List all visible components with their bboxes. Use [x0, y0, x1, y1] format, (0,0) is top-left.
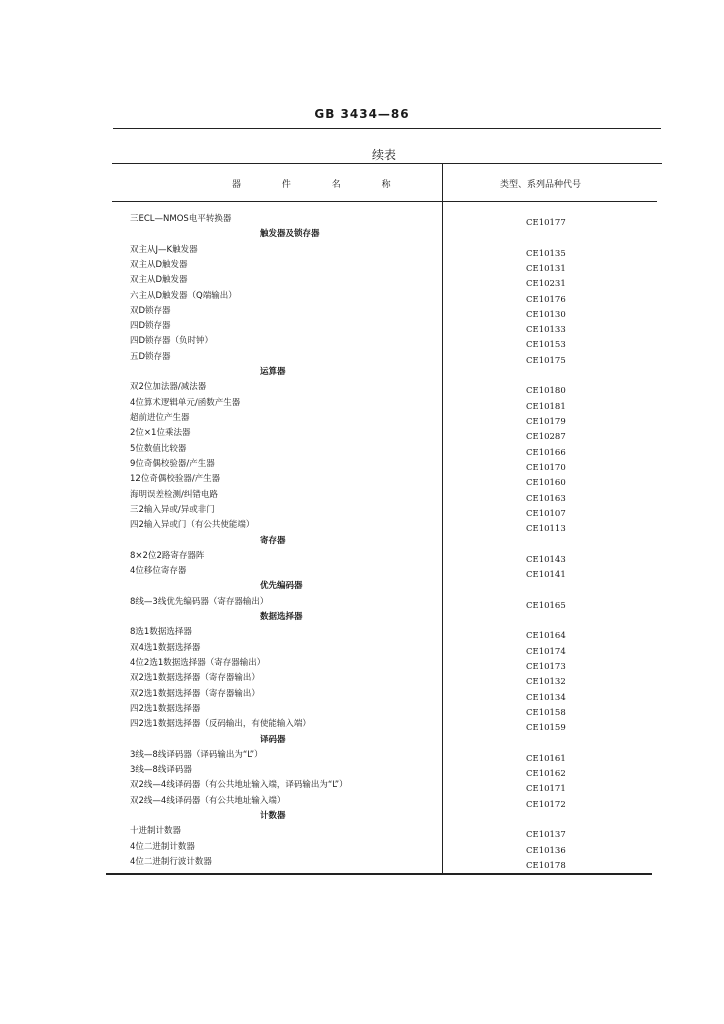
table-caption: 续表 — [372, 148, 397, 162]
device-code: CE10163 — [526, 494, 566, 504]
device-name: 4位算术逻辑单元/函数产生器 — [130, 398, 241, 408]
category-heading: 数据选择器 — [260, 612, 303, 622]
table-row — [112, 748, 662, 763]
table-row — [112, 549, 662, 564]
table-row — [112, 304, 662, 319]
table-row — [112, 671, 662, 686]
device-code: CE10181 — [526, 402, 566, 412]
table-row — [112, 855, 662, 870]
device-name: 双2选1数据选择器（寄存器输出） — [130, 673, 260, 683]
device-name: 四D锁存器 — [130, 321, 171, 331]
table-row — [112, 778, 662, 793]
device-code: CE10287 — [526, 432, 566, 442]
table-row — [112, 794, 662, 809]
device-name: 3线—8线译码器 — [130, 765, 192, 775]
device-name: 超前进位产生器 — [130, 413, 190, 423]
device-code: CE10137 — [526, 830, 566, 840]
device-name: 四2选1数据选择器（反码输出，有使能输入端） — [130, 719, 311, 729]
device-name: 9位奇偶校验器/产生器 — [130, 459, 215, 469]
device-name: 8选1数据选择器 — [130, 627, 192, 637]
device-code: CE10136 — [526, 846, 566, 856]
device-code: CE10174 — [526, 647, 566, 657]
device-code: CE10135 — [526, 249, 566, 259]
table-row — [112, 380, 662, 395]
table-row — [112, 289, 662, 304]
header-rule — [113, 128, 661, 129]
table-row — [112, 243, 662, 258]
device-code: CE10141 — [526, 570, 566, 580]
table-row — [112, 824, 662, 839]
table-row — [112, 518, 662, 533]
device-name: 双2线—4线译码器（有公共地址输入端） — [130, 796, 286, 806]
category-heading-row — [112, 579, 662, 594]
device-name: 8×2位2路寄存器阵 — [130, 551, 205, 561]
table-row — [112, 396, 662, 411]
table-row — [112, 595, 662, 610]
table-row — [112, 687, 662, 702]
device-name: 4位移位寄存器 — [130, 566, 187, 576]
category-heading-row — [112, 809, 662, 824]
device-code: CE10113 — [526, 524, 566, 534]
table-row — [112, 641, 662, 656]
device-code: CE10173 — [526, 662, 566, 672]
device-name: 4位二进制行波计数器 — [130, 857, 212, 867]
table-row — [112, 212, 662, 227]
category-heading: 寄存器 — [260, 536, 286, 546]
category-heading-row — [112, 610, 662, 625]
category-heading: 优先编码器 — [260, 581, 303, 591]
device-name: 2位×1位乘法器 — [130, 428, 191, 438]
category-heading-row — [112, 365, 662, 380]
device-code: CE10161 — [526, 754, 566, 764]
table-row — [112, 625, 662, 640]
column-header-name: 器 件 名 称 — [232, 180, 410, 190]
device-name: 双2线—4线译码器（有公共地址输入端，译码输出为“L”） — [130, 780, 348, 790]
device-code: CE10130 — [526, 310, 566, 320]
device-name: 双4选1数据选择器 — [130, 643, 201, 653]
device-code: CE10165 — [526, 601, 566, 611]
category-heading-row — [112, 534, 662, 549]
table-row — [112, 334, 662, 349]
device-name: 3线—8线译码器（译码输出为“L”） — [130, 750, 263, 760]
device-code: CE10131 — [526, 264, 566, 274]
device-code: CE10180 — [526, 386, 566, 396]
table-row — [112, 488, 662, 503]
device-name: 双主从J—K触发器 — [130, 245, 198, 255]
device-name: 五D锁存器 — [130, 352, 171, 362]
device-code: CE10176 — [526, 295, 566, 305]
device-name: 12位奇偶校验器/产生器 — [130, 474, 221, 484]
category-heading: 计数器 — [260, 811, 286, 821]
device-code: CE10143 — [526, 555, 566, 565]
device-code: CE10166 — [526, 448, 566, 458]
table-row — [112, 319, 662, 334]
device-name: 十进制计数器 — [130, 826, 182, 836]
device-name: 三ECL—NMOS电平转换器 — [130, 214, 232, 224]
table-row — [112, 564, 662, 579]
device-code: CE10179 — [526, 417, 566, 427]
device-code-table — [112, 163, 662, 873]
column-header-code: 类型、系列品种代号 — [500, 180, 582, 190]
table-row — [112, 411, 662, 426]
device-name: 4位二进制计数器 — [130, 842, 195, 852]
device-code: CE10133 — [526, 325, 566, 335]
device-name: 双主从D触发器 — [130, 275, 188, 285]
table-row — [112, 656, 662, 671]
device-name: 四D锁存器（负时钟） — [130, 336, 214, 346]
device-name: 双2位加法器/减法器 — [130, 382, 207, 392]
device-code: CE10159 — [526, 723, 566, 733]
device-code: CE10162 — [526, 769, 566, 779]
device-name: 4位2选1数据选择器（寄存器输出） — [130, 658, 266, 668]
table-row — [112, 763, 662, 778]
table-row — [112, 717, 662, 732]
device-code: CE10164 — [526, 631, 566, 641]
device-code: CE10172 — [526, 800, 566, 810]
table-row — [112, 472, 662, 487]
device-code: CE10158 — [526, 708, 566, 718]
table-row — [112, 442, 662, 457]
device-name: 六主从D触发器（Q端输出） — [130, 291, 237, 301]
device-code: CE10170 — [526, 463, 566, 473]
device-name: 三2输入异或/异或非门 — [130, 505, 215, 515]
device-code: CE10153 — [526, 340, 566, 350]
category-heading-row — [112, 733, 662, 748]
header-bottom-border — [112, 201, 657, 202]
device-code: CE10231 — [526, 279, 566, 289]
device-name: 海明误差检测/纠错电路 — [130, 490, 218, 500]
device-code: CE10134 — [526, 693, 566, 703]
table-row — [112, 350, 662, 365]
device-code: CE10178 — [526, 861, 566, 871]
table-row — [112, 840, 662, 855]
device-code: CE10175 — [526, 356, 566, 366]
device-code: CE10171 — [526, 784, 566, 794]
category-heading-row — [112, 227, 662, 242]
device-code: CE10132 — [526, 677, 566, 687]
device-name: 双2选1数据选择器（寄存器输出） — [130, 689, 260, 699]
category-heading: 译码器 — [260, 735, 286, 745]
device-name: 双主从D触发器 — [130, 260, 188, 270]
device-name: 5位数值比较器 — [130, 444, 187, 454]
category-heading: 触发器及锁存器 — [260, 229, 320, 239]
device-code: CE10177 — [526, 218, 566, 228]
table-row — [112, 503, 662, 518]
device-code: CE10107 — [526, 509, 566, 519]
table-row — [112, 702, 662, 717]
device-name: 双D锁存器 — [130, 306, 171, 316]
table-row — [112, 457, 662, 472]
table-top-border — [112, 163, 662, 164]
table-row — [112, 273, 662, 288]
category-heading: 运算器 — [260, 367, 286, 377]
table-row — [112, 258, 662, 273]
table-bottom-border — [106, 873, 652, 875]
device-code: CE10160 — [526, 478, 566, 488]
table-row — [112, 426, 662, 441]
device-name: 四2输入异或门（有公共使能端） — [130, 520, 255, 530]
device-name: 8线—3线优先编码器（寄存器输出） — [130, 597, 269, 607]
device-name: 四2选1数据选择器 — [130, 704, 201, 714]
standard-number: GB 3434—86 — [314, 107, 410, 121]
